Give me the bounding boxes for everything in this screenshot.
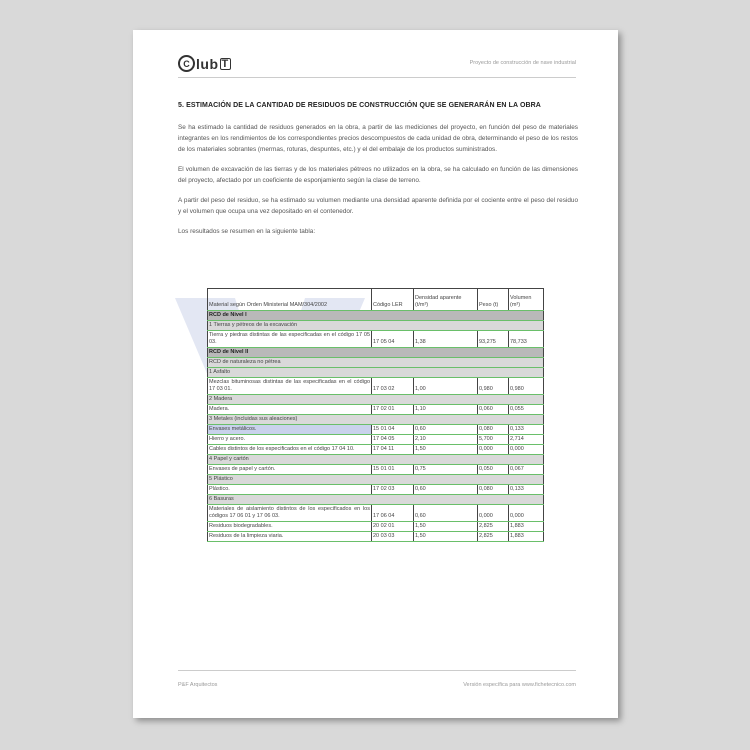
paragraph: Los resultados se resumen en la siguiente tabla: [178, 228, 316, 235]
table-row [208, 445, 544, 455]
footer-right: Versión específica para www.fichetecnico.com [463, 682, 576, 688]
table-subsection-row [208, 475, 544, 485]
document-page [133, 30, 618, 718]
paragraph: El volumen de excavación de las tierras y de los materiales pétreos no utilizados en la obra, se ha calculado en función de las dimensiones del proyecto, afectado por un coeficiente de esponjamiento según la clase de terreno. [178, 166, 578, 184]
logo-suffix: T [221, 57, 229, 70]
document-body [178, 102, 578, 246]
table-subsection-row [208, 455, 544, 465]
table-cell: 0,60 [414, 485, 478, 495]
table-cell: 1,883 [509, 522, 544, 532]
logo-text: lub [196, 55, 219, 72]
table-cell: 78,733 [509, 331, 544, 348]
logo-c-icon: C [178, 55, 195, 72]
table-row [208, 485, 544, 495]
table-row [208, 425, 544, 435]
table-group-label: RCD de Nivel II [208, 348, 544, 358]
footer-left: P&F Arquitectos [178, 682, 218, 688]
table-group-label: 1 Tierras y pétreos de la excavación [208, 321, 544, 331]
table-cell: 0,980 [478, 378, 509, 395]
table-cell: 2,714 [509, 435, 544, 445]
table-section-row [208, 348, 544, 358]
table-header-cell: Densidad aparente (t/m³) [414, 289, 478, 311]
table-cell: Hierro y acero. [208, 435, 372, 445]
table-cell: 17 02 01 [372, 405, 414, 415]
table-header-cell: Volumen (m³) [509, 289, 544, 311]
table-cell: 5,700 [478, 435, 509, 445]
table-cell: 0,133 [509, 425, 544, 435]
table-group-label: 2 Madera [208, 395, 544, 405]
table-cell: 15 01 04 [372, 425, 414, 435]
table-row [208, 378, 544, 395]
club-logo [178, 55, 231, 72]
table-cell: 1,00 [414, 378, 478, 395]
table-cell: 2,825 [478, 532, 509, 542]
table-group-label: 3 Metales (incluidas sus aleaciones) [208, 415, 544, 425]
table-group-label: 4 Papel y cartón [208, 455, 544, 465]
table-section-row [208, 311, 544, 321]
table-cell: 17 04 11 [372, 445, 414, 455]
table-cell: Madera. [208, 405, 372, 415]
table-group-label: RCD de Nivel I [208, 311, 544, 321]
header-doc-title: Proyecto de construcción de nave industrial [469, 60, 576, 66]
table-header-cell: Material según Orden Ministerial MAM/304/2002 [208, 289, 372, 311]
waste-table [207, 288, 544, 542]
table-row [208, 435, 544, 445]
table-cell: Residuos biodegradables. [208, 522, 372, 532]
table-cell: 0,133 [509, 485, 544, 495]
table-cell: 17 02 03 [372, 485, 414, 495]
footer-divider [178, 670, 576, 671]
table-cell: Envases metálicos. [208, 425, 372, 435]
table-cell: 1,50 [414, 532, 478, 542]
table-row [208, 331, 544, 348]
table-cell: 17 05 04 [372, 331, 414, 348]
table-cell: 0,055 [509, 405, 544, 415]
table-subsection-row [208, 358, 544, 368]
table-header-row [208, 289, 544, 311]
table-cell: 0,980 [509, 378, 544, 395]
table-cell: 0,080 [478, 485, 509, 495]
table-cell: 0,050 [478, 465, 509, 475]
table-group-label: 6 Basuras [208, 495, 544, 505]
table-cell: Residuos de la limpieza viaria. [208, 532, 372, 542]
table-cell: Envases de papel y cartón. [208, 465, 372, 475]
table-cell: 1,50 [414, 445, 478, 455]
table-row [208, 465, 544, 475]
table-cell: 0,000 [478, 505, 509, 522]
table-group-label: 1 Asfalto [208, 368, 544, 378]
table-cell: 17 04 05 [372, 435, 414, 445]
header-divider [178, 77, 576, 78]
table-cell: Mezclas bituminosas distintas de las especificadas en el código 17 03 01. [208, 378, 372, 395]
table-cell: Tierra y piedras distintas de las especificadas en el código 17 05 03. [208, 331, 372, 348]
table-cell: 2,10 [414, 435, 478, 445]
table-row [208, 522, 544, 532]
table-cell: 0,067 [509, 465, 544, 475]
table-group-label: RCD de naturaleza no pétrea [208, 358, 544, 368]
table-cell: 0,000 [509, 445, 544, 455]
section-title: 5. ESTIMACIÓN DE LA CANTIDAD DE RESIDUOS DE CONSTRUCCIÓN QUE SE GENERARÁN EN LA OBRA [178, 102, 541, 109]
table-row [208, 532, 544, 542]
table-subsection-row [208, 415, 544, 425]
table-cell: 1,883 [509, 532, 544, 542]
table-cell: 93,275 [478, 331, 509, 348]
table-subsection-row [208, 368, 544, 378]
table-header-cell: Código LER [372, 289, 414, 311]
paragraph: A partir del peso del residuo, se ha estimado su volumen mediante una densidad aparente definida por el cociente entre el peso del residuo y el volumen que ocupa una vez depositado en el contenedor. [178, 197, 578, 215]
table-row [208, 405, 544, 415]
table-row [208, 505, 544, 522]
table-cell: 20 02 01 [372, 522, 414, 532]
table-subsection-row [208, 495, 544, 505]
table-cell: 0,60 [414, 505, 478, 522]
table-cell: 0,75 [414, 465, 478, 475]
table-cell: 0,080 [478, 425, 509, 435]
table-cell: 0,000 [509, 505, 544, 522]
table-cell: 17 06 04 [372, 505, 414, 522]
table-cell: 15 01 01 [372, 465, 414, 475]
table-cell: 1,10 [414, 405, 478, 415]
table-cell: 0,060 [478, 405, 509, 415]
table-cell: Cables distintos de los especificados en el código 17 04 10. [208, 445, 372, 455]
table-cell: 20 03 03 [372, 532, 414, 542]
table-cell: 17 03 02 [372, 378, 414, 395]
table-cell: 0,000 [478, 445, 509, 455]
table-cell: Materiales de aislamiento distintos de los especificados en los códigos 17 06 01 y 17 06 03. [208, 505, 372, 522]
table-cell: Plástico. [208, 485, 372, 495]
table-cell: 1,38 [414, 331, 478, 348]
table-group-label: 5 Plástico [208, 475, 544, 485]
table-subsection-row [208, 321, 544, 331]
table-subsection-row [208, 395, 544, 405]
paragraph: Se ha estimado la cantidad de residuos generados en la obra, a partir de las mediciones del proyecto, en función del peso de materiales integrantes en los rendimientos de los correspondientes precios descompuestos de cada unidad de obra, determinando el peso de los restos de los materiales sobrantes (mermas, roturas, despuntes, etc.) y el del embalaje de los productos suministrados. [178, 124, 578, 153]
table-header-cell: Peso (t) [478, 289, 509, 311]
table-cell: 0,60 [414, 425, 478, 435]
table-cell: 1,50 [414, 522, 478, 532]
table-cell: 2,825 [478, 522, 509, 532]
